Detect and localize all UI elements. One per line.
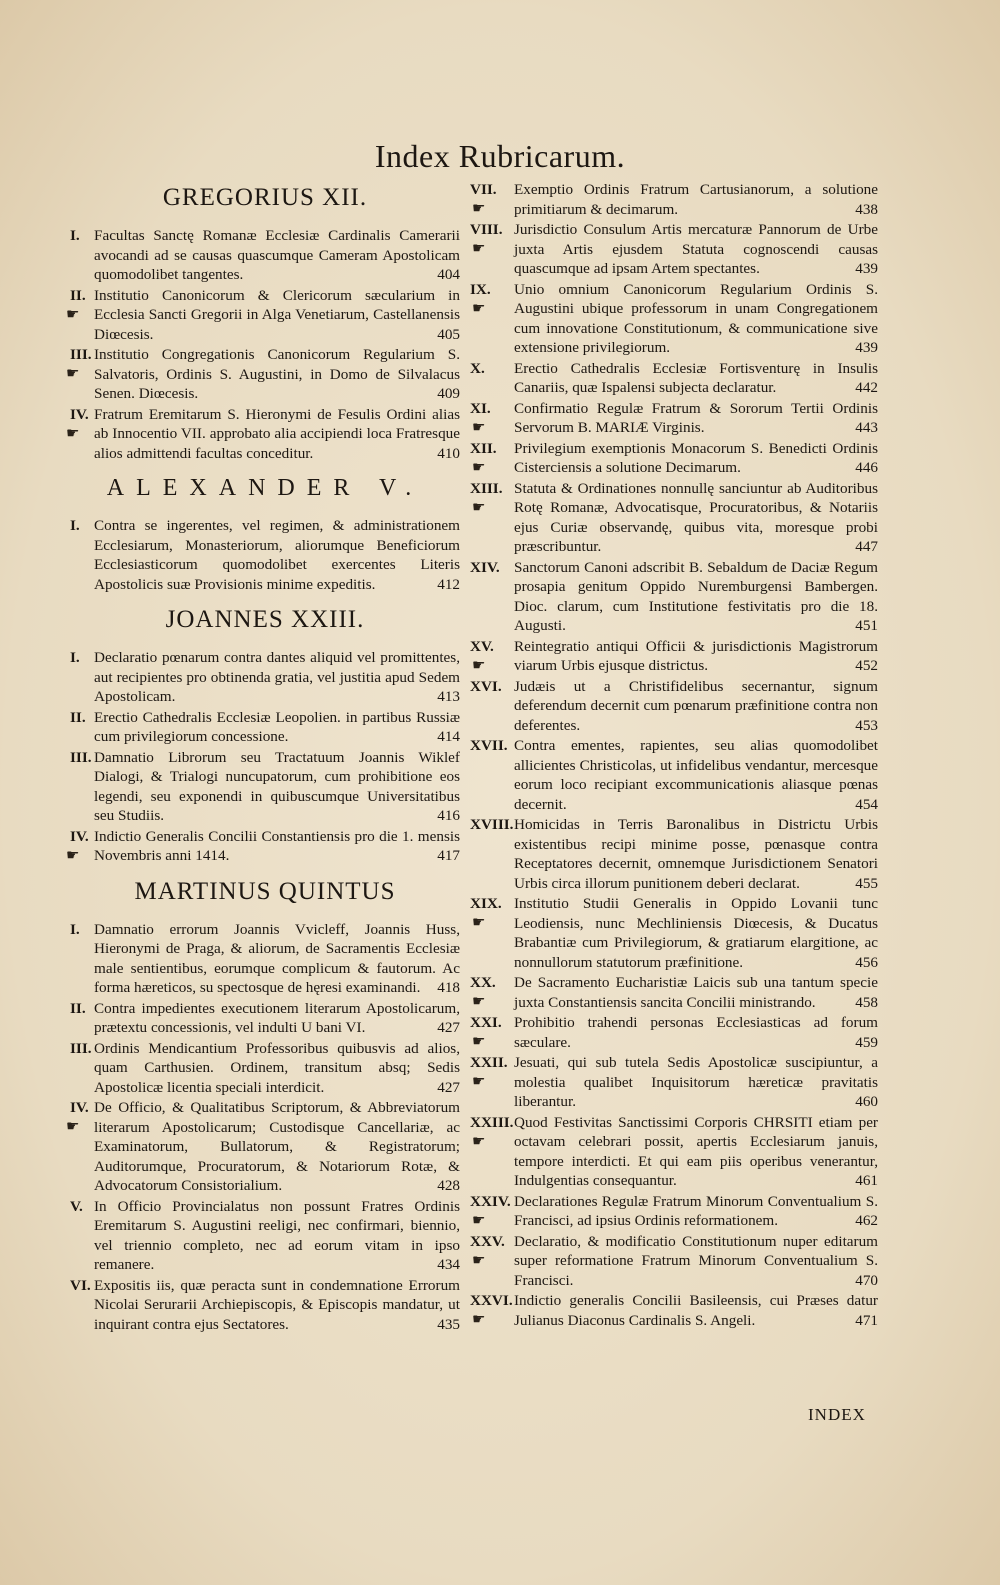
entry-number: XXVI.	[470, 1292, 513, 1309]
page-number: 452	[855, 657, 878, 674]
entry-number: XV.	[470, 637, 494, 655]
pointing-hand-icon: ☛	[472, 1312, 486, 1328]
entry-number: X.	[470, 359, 485, 377]
entry-text: Expositis iis, quæ peracta sunt in condemnatione Errorum Nicolai Serurarii Archiepiscopis, & Episcopis mandatur, ut inquirant contra ejus Sectatores.	[94, 1276, 460, 1333]
page-number: 446	[855, 459, 878, 476]
entry-number: XII.	[470, 439, 497, 457]
entry-number: XVII.	[470, 737, 508, 754]
page-number: 439	[855, 339, 878, 356]
entry-number: IV.	[70, 405, 89, 423]
entry-text: Quod Festivitas Sanctissimi Corporis CHRSITI etiam per octavam celebrari possit, apertis Ecclesiarum januis, tempore interdicti. Et qui eam piis operibus venerantur, Indulgentias consequantur.	[514, 1113, 878, 1189]
entry-number: XIX.	[470, 895, 502, 912]
entry-text: Contra impedientes executionem literarum Apostolicarum, prætextu concessionis, vel indulti U bani VI.	[94, 999, 460, 1036]
entry-text: Fratrum Eremitarum S. Hieronymi de Fesulis Ordini alias ab Innocentio VII. approbato alia accipiendi loca Fratresque alios admittendi facultas conceditur.	[94, 405, 460, 462]
index-entry	[470, 280, 878, 358]
page-number: 418	[437, 979, 460, 996]
index-entry	[66, 345, 460, 404]
entry-number: III.	[70, 748, 92, 766]
index-entry	[470, 359, 878, 398]
entry-text: Institutio Canonicorum & Clericorum sæcularium in Ecclesia Sancti Gregorii in Alga Venetiarum, Castellanensis Diœcesis.	[94, 286, 460, 343]
pointing-hand-icon: ☛	[66, 1119, 80, 1135]
page-title: Index Rubricarum.	[374, 138, 626, 174]
index-entry	[470, 220, 878, 279]
entry-number: IX.	[470, 280, 491, 298]
catchword: INDEX	[808, 1405, 866, 1424]
pointing-hand-icon: ☛	[472, 419, 486, 436]
pointing-hand-icon: ☛	[472, 1034, 486, 1050]
entry-number: I.	[70, 517, 80, 534]
entry-text: Prohibitio trahendi personas Ecclesiasticas ad forum sæculare.	[514, 1014, 878, 1051]
entry-text: Indictio generalis Concilii Basileensis, cui Præses datur Julianus Diaconus Cardinalis S. Angeli.	[514, 1292, 878, 1329]
entry-number: XVIII.	[470, 816, 514, 833]
page-number: 453	[855, 716, 878, 734]
page-number: 412	[437, 575, 460, 593]
pointing-hand-icon: ☛	[472, 1252, 486, 1269]
index-entry	[470, 637, 878, 676]
page-number: 427	[437, 1019, 460, 1036]
page-number: 447	[855, 538, 878, 555]
entry-number: I.	[70, 227, 80, 244]
entry-text: Institutio Studii Generalis in Oppido Lovanii tunc Leodiensis, nunc Mechliniensis Diœcesis, & Ducatus Brabantiæ cum Privilegiorum, & gratiarum elargitione, ac nonnullorum statutorum præfinitione.	[514, 895, 878, 971]
index-entry	[70, 920, 460, 998]
index-entry	[470, 439, 878, 478]
entry-number: XXIII.	[470, 1113, 514, 1131]
entry-number: III.	[70, 1039, 92, 1057]
index-entry	[470, 894, 878, 972]
page-number: 442	[855, 379, 878, 396]
pointing-hand-icon: ☛	[472, 994, 486, 1010]
entry-text: Jurisdictio Consulum Artis mercaturæ Pannorum de Urbe juxta Artis ejusdem Statuta cognoscendi causas quascumque ad ipsam Artem spectantes.	[514, 221, 878, 277]
index-entry	[70, 516, 460, 594]
index-entry	[470, 1113, 878, 1191]
index-entry	[70, 1197, 460, 1275]
entry-text: De Officio, & Qualitatibus Scriptorum, & Abbreviatorum literarum Apostolicarum; Custodisque Cancellariæ, ac Examinatorum, Bullatorum, & Registratorum; Auditorumque, Procuratorum, & Notariorum Rotæ, & Advocatorum Consistorialium.	[94, 1099, 460, 1194]
index-entry	[66, 827, 460, 866]
pointing-hand-icon: ☛	[66, 366, 80, 382]
page-number: 410	[437, 444, 460, 462]
index-entry	[70, 648, 460, 707]
entry-number: II.	[70, 999, 86, 1017]
pointing-hand-icon: ☛	[66, 847, 80, 864]
entry-number: XIII.	[470, 479, 503, 497]
pointing-hand-icon: ☛	[472, 915, 486, 931]
index-entry	[470, 558, 878, 636]
index-entry	[470, 815, 878, 893]
page-number: 459	[855, 1033, 878, 1051]
index-entry	[470, 1232, 878, 1291]
index-entry	[470, 1053, 878, 1112]
pointing-hand-icon: ☛	[472, 201, 486, 217]
index-entry	[470, 399, 878, 438]
entry-text: Declaratio, & modificatio Constitutionum nuper editarum super reformatione Fratrum Minorum Conventualium S. Francisci.	[514, 1232, 878, 1289]
entry-number: XXIV.	[470, 1192, 511, 1210]
entry-text: Statuta & Ordinationes nonnullę sanciuntur ab Auditoribus Rotę Romanæ, Advocatisque, Procuratoribus, & Notariis ejus Curiæ observandę, quibus vita, moresque probi præscribuntur.	[514, 479, 878, 555]
entry-number: IV.	[70, 1099, 89, 1116]
index-entry	[70, 1039, 460, 1098]
pointing-hand-icon: ☛	[66, 425, 80, 442]
entry-number: II.	[70, 708, 86, 726]
entry-text: Reintegratio antiqui Officii & jurisdictionis Magistrorum viarum Urbis ejusque districtus.	[514, 637, 878, 674]
entry-text: Contra se ingerentes, vel regimen, & administrationem Ecclesiarum, Monasteriorum, aliorumque Beneficiorum Ecclesiasticorum quomodolibet exercentes Literis Apostolicis suæ Provisionis minime expeditis.	[94, 517, 460, 593]
entry-number: XI.	[470, 399, 491, 417]
index-entry	[470, 180, 878, 219]
page-number: 434	[437, 1256, 460, 1273]
entry-text: Institutio Congregationis Canonicorum Regularium S. Salvatoris, Ordinis S. Augustini, in Domo de Silvalacus Senen. Diœcesis.	[94, 346, 460, 402]
index-entry	[70, 748, 460, 826]
entry-number: XXV.	[470, 1232, 505, 1250]
entry-text: Damnatio errorum Joannis Vvicleff, Joannis Huss, Hieronymi de Praga, & aliorum, de Sacramentis Ecclesiæ male sentientibus, eorumque complicum & fautorum. Ac forma hæreticos, su spectosque de hęresi examinandi.	[94, 920, 460, 996]
page-number: 443	[855, 419, 878, 436]
index-entry	[470, 1192, 878, 1231]
entry-text: Declarationes Regulæ Fratrum Minorum Conventualium S. Francisci, ad ipsius Ordinis reformationem.	[514, 1192, 878, 1229]
entry-number: II.	[70, 286, 86, 304]
entry-text: Erectio Cathedralis Ecclesiæ Leopolien. in partibus Russiæ cum privilegiorum concessione.	[94, 708, 460, 745]
page-number: 438	[855, 200, 878, 218]
pointing-hand-icon: ☛	[472, 499, 486, 516]
page-number: 435	[437, 1315, 460, 1333]
page-number: 427	[437, 1078, 460, 1096]
page-number: 462	[855, 1212, 878, 1229]
entry-text: Jesuati, qui sub tutela Sedis Apostolicæ suscipiuntur, a molestia qualibet Inquisitorum hæreticæ pravitatis liberantur.	[514, 1054, 878, 1110]
entry-number: XVI.	[470, 677, 502, 695]
entry-number: VII.	[470, 181, 497, 198]
pointing-hand-icon: ☛	[472, 300, 486, 317]
entry-text: Unio omnium Canonicorum Regularium Ordinis S. Augustini ubique professorum in unam Congregationem cum innovatione Constitutionum, & communicatione sive extensione privilegiorum.	[514, 280, 878, 356]
page-number: 413	[437, 688, 460, 705]
entry-number: V.	[70, 1197, 83, 1215]
index-entry	[470, 677, 878, 736]
page-number: 416	[437, 807, 460, 824]
entry-text: Contra ementes, rapientes, seu alias quomodolibet allicientes Christicolas, ut infidelibus vendantur, mercesque eorum loco recipiant excommunicationis aliasque pœnas decernit.	[514, 737, 878, 813]
right-column	[470, 180, 878, 1331]
entry-text: Homicidas in Terris Baronalibus in Districtu Urbis existentibus recipi minime posse, pœnasque contra Receptatores decernit, omnemque Jurisdictionem Senatori Urbis circa illorum punitionem deberi declarat.	[514, 816, 878, 892]
entry-number: I.	[70, 649, 80, 666]
pointing-hand-icon: ☛	[66, 306, 80, 323]
entry-text: Confirmatio Regulæ Fratrum & Sororum Tertii Ordinis Servorum B. MARIÆ Virginis.	[514, 399, 878, 436]
entry-text: Declaratio pœnarum contra dantes aliquid vel promittentes, aut recipientes pro obtinenda gratia, vel justitia apud Sedem Apostolicam.	[94, 649, 460, 705]
entry-number: IV.	[70, 827, 89, 845]
entry-text: Damnatio Librorum seu Tractatuum Joannis Wiklef Dialogi, & Trialogi nuncupatorum, cum prohibitione eos legendi, seu exponendi in quibuscumque Universitatibus seu Studiis.	[94, 748, 460, 824]
entry-number: XX.	[470, 974, 496, 991]
entry-text: Ordinis Mendicantium Professoribus quibusvis ad alios, quam Carthusien. Ordinem, transitum absq; Sedis Apostolicæ licentia speciali interdicit.	[94, 1039, 460, 1096]
section-heading: JOANNES XXIII.	[165, 606, 365, 633]
entry-text: In Officio Provincialatus non possunt Fratres Ordinis Eremitarum S. Augustini reeligi, nec confirmari, biennio, vel triennio completo, nec ad eorum vitam in ipso remanere.	[94, 1197, 460, 1273]
section-heading: GREGORIUS XII.	[162, 184, 368, 211]
left-column	[66, 180, 460, 1335]
page-number: 404	[437, 266, 460, 283]
page-number: 414	[437, 728, 460, 745]
page-number: 470	[855, 1271, 878, 1289]
pointing-hand-icon: ☛	[472, 657, 486, 674]
page-number: 451	[855, 617, 878, 634]
pointing-hand-icon: ☛	[472, 241, 486, 257]
index-entry	[70, 1276, 460, 1335]
entry-text: Facultas Sanctę Romanæ Ecclesiæ Cardinalis Camerarii avocandi ad se causas quascumque Cameram Apostolicam quomodolibet tangentes.	[94, 227, 460, 283]
page-number: 405	[437, 325, 460, 343]
entry-number: I.	[70, 920, 80, 938]
pointing-hand-icon: ☛	[472, 1074, 486, 1090]
page-number: 428	[437, 1177, 460, 1194]
entry-text: Exemptio Ordinis Fratrum Cartusianorum, a solutione primitiarum & decimarum.	[514, 181, 878, 218]
pointing-hand-icon: ☛	[472, 1133, 486, 1150]
section-heading: ALEXANDER V.	[106, 475, 424, 501]
index-entry	[470, 973, 878, 1012]
index-entry	[470, 736, 878, 814]
index-entry	[66, 405, 460, 464]
page-number: 460	[855, 1093, 878, 1110]
page-number: 455	[855, 874, 878, 892]
entry-text: De Sacramento Eucharistiæ Laicis sub una tantum specie juxta Constantiensis sancita Concilii ministrando.	[514, 974, 878, 1011]
page-number: 417	[437, 847, 460, 864]
page-number: 454	[855, 795, 878, 813]
entry-number: VIII.	[470, 221, 503, 238]
entry-text: Indictio Generalis Concilii Constantiensis pro die 1. mensis Novembris anni 1414.	[94, 827, 460, 864]
index-entry	[70, 999, 460, 1038]
pointing-hand-icon: ☛	[472, 1212, 486, 1229]
entry-number: III.	[70, 346, 92, 363]
entry-text: Sanctorum Canoni adscribit B. Sebaldum de Daciæ Regum prosapia genitum Oppido Nuremburgensi Bambergen. Dioc. clarum, cum Institutione festivitatis pro die 18. Augusti.	[514, 558, 878, 634]
entry-text: Privilegium exemptionis Monacorum S. Benedicti Ordinis Cisterciensis a solutione Decimarum.	[514, 439, 878, 476]
page-number: 456	[855, 953, 878, 971]
index-entry	[66, 286, 460, 345]
section-heading: MARTINUS QUINTUS	[134, 877, 396, 905]
page-number: 409	[437, 385, 460, 402]
pointing-hand-icon: ☛	[472, 459, 486, 476]
page-number: 458	[855, 993, 878, 1011]
page-number: 461	[855, 1172, 878, 1189]
entry-text: Judæis ut a Christifidelibus secernantur, signum deferendum decernit cum pœnarum præfinitione contra non deferentes.	[514, 677, 878, 734]
page-number: 471	[855, 1311, 878, 1329]
index-entry	[66, 1098, 460, 1196]
entry-number: XXI.	[470, 1014, 502, 1031]
entry-number: VI.	[70, 1276, 91, 1294]
entry-number: XIV.	[470, 558, 500, 576]
page-number: 439	[855, 260, 878, 277]
index-entry	[470, 479, 878, 557]
index-entry	[70, 708, 460, 747]
entry-text: Erectio Cathedralis Ecclesiæ Fortisventurę in Insulis Canariis, quæ Ispalensi subjecta declaratur.	[514, 359, 878, 396]
index-entry	[470, 1291, 878, 1330]
index-entry	[470, 1013, 878, 1052]
entry-number: XXII.	[470, 1054, 508, 1071]
index-entry	[70, 226, 460, 285]
